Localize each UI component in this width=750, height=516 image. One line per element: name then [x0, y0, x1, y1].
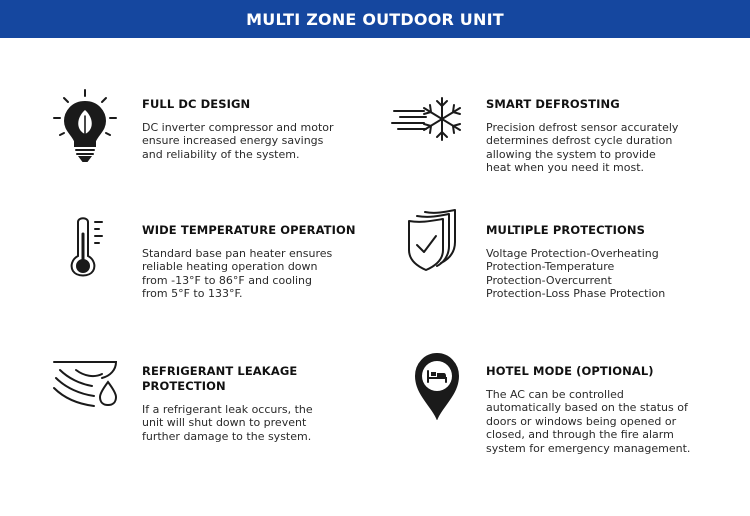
shield-check-icon	[405, 208, 461, 272]
feature-description: Precision defrost sensor accurately determines defrost cycle duration allowing the system to provide heat when you need it most.	[486, 121, 679, 175]
feature-description: If a refrigerant leak occurs, the unit will shut down to prevent further damage to the system.	[142, 403, 313, 443]
feature-description: Voltage Protection-Overheating Protection-Temperature Protection-Overcurrent Protection-Loss Phase Protection	[486, 247, 666, 301]
snowflake-wind-icon	[390, 95, 466, 145]
page-title: MULTI ZONE OUTDOOR UNIT	[246, 9, 504, 29]
feature-title: FULL DC DESIGN	[142, 97, 251, 111]
hotel-pin-icon	[410, 350, 466, 420]
thermometer-icon	[68, 214, 108, 280]
feature-title: HOTEL MODE (OPTIONAL)	[486, 364, 654, 378]
feature-title: REFRIGERANT LEAKAGE PROTECTION	[142, 364, 298, 393]
feature-title: SMART DEFROSTING	[486, 97, 620, 111]
feature-description: The AC can be controlled automatically based on the status of doors or windows being opened or closed, and through the fire alarm system for emergency management.	[486, 388, 691, 455]
lightbulb-leaf-icon	[50, 88, 120, 164]
feature-title: MULTIPLE PROTECTIONS	[486, 223, 645, 237]
feature-description: DC inverter compressor and motor ensure increased energy savings and reliability of the system.	[142, 121, 334, 161]
feature-title: WIDE TEMPERATURE OPERATION	[142, 223, 356, 237]
header-banner	[0, 0, 750, 38]
refrigerant-leak-icon	[50, 358, 120, 410]
feature-description: Standard base pan heater ensures reliable heating operation down from -13°F to 86°F and cooling from 5°F to 133°F.	[142, 247, 333, 301]
